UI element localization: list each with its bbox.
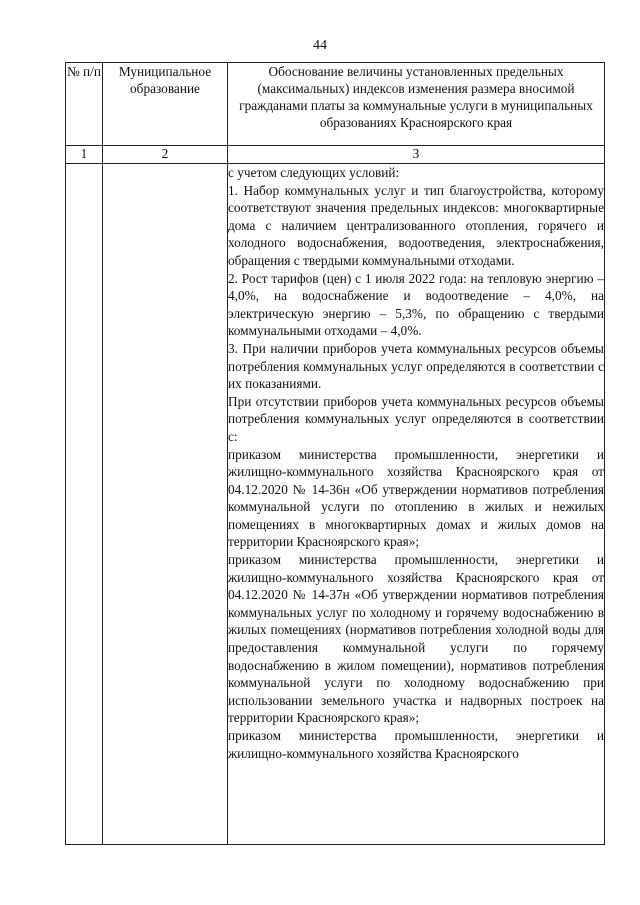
table-row xyxy=(66,164,605,845)
paragraph-order-continued: приказом министерства промышленности, энергетики и жилищно-коммунального хозяйства Красноярского xyxy=(228,728,604,761)
paragraph-order-14-36n: приказом министерства промышленности, энергетики и жилищно-коммунального хозяйства Красноярского края от 04.12.2020 № 14-36н «Об утверждении нормативов потребления коммунальной услуги по отоплению в жилых и нежилых помещениях в многоквартирных домах и жилых домов на территории Красноярского края»; xyxy=(228,446,604,550)
column-number-3: 3 xyxy=(228,146,605,164)
header-justification-column: Обоснование величины установленных предельных (максимальных) индексов изменения размера вносимой гражданами платы за коммунальные услуги в муниципальных образованиях Красноярского края xyxy=(228,63,605,146)
paragraph-conditions-intro: с учетом следующих условий: xyxy=(228,165,400,180)
header-municipality-column: Муниципальное образование xyxy=(103,63,228,146)
table-header-row xyxy=(66,63,605,146)
column-number-2: 2 xyxy=(103,146,228,164)
paragraph-order-14-37n: приказом министерства промышленности, энергетики и жилищно-коммунального хозяйства Красноярского края от 04.12.2020 № 14-37н «Об утверждении нормативов потребления коммунальных услуг по холодному и горячему водоснабжению в жилых помещениях (нормативов потребления холодной воды для предоставления коммунальной услуги по горячему водоснабжению в жилом помещении), нормативов потребления коммунальной услуги по холодному водоснабжению при использовании земельного участка и надворных построек на территории Красноярского края»; xyxy=(228,552,604,726)
column-number-1: 1 xyxy=(66,146,103,164)
row-municipality-cell xyxy=(103,164,228,845)
paragraph-condition-2: 2. Рост тарифов (цен) с 1 июля 2022 года: на тепловую энергию – 4,0%, на водоснабжение и водоотведение – 4,0%, на электрическую энергию – 5,3%, по обращению с твердыми коммунальными отходами – 4,0%. xyxy=(228,270,604,339)
paragraph-no-meters: При отсутствии приборов учета коммунальных ресурсов объемы потребления коммунальных услуг определяются в соответствии с: xyxy=(228,393,604,444)
justification-table xyxy=(65,62,605,845)
paragraph-condition-1: 1. Набор коммунальных услуг и тип благоустройства, которому соответствуют значения предельных индексов: многоквартирные дома с наличием централизованного отопления, горячего и холодного водоснабжения, водоотведения, электроснабжения, обращения с твердыми коммунальными отходами. xyxy=(228,182,604,268)
paragraph-condition-3: 3. При наличии приборов учета коммунальных ресурсов объемы потребления коммунальных услуг определяются в соответствии с их показаниями. xyxy=(228,340,604,392)
row-justification-cell xyxy=(228,164,605,845)
row-number-cell xyxy=(66,164,103,845)
column-number-row xyxy=(66,146,605,164)
header-number-column: № п/п xyxy=(66,63,103,146)
page-number: 44 xyxy=(313,38,327,53)
